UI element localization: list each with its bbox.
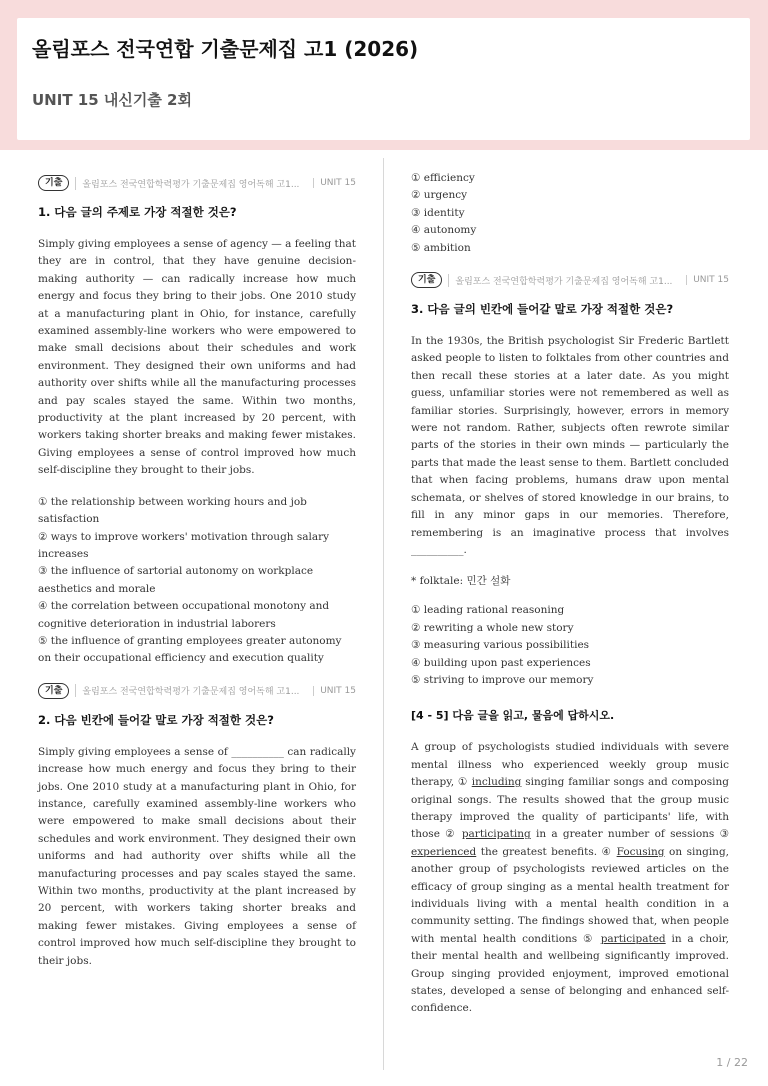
question-source: 올림포스 전국연합학력평가 기출문제집 영어독해 고1... <box>75 684 305 697</box>
choice-item: ② urgency <box>411 189 468 202</box>
choice-item: ⑤ striving to improve our memory <box>411 673 594 686</box>
question-passage: Simply giving employees a sense of agency — a feeling that they are in control, that they have genuine decision-making authority — can radically increase how much energy and focus they bring to their jobs. One 2010 study at a manufacturing plant in Ohio, for instance, carefully examined assembly-line workers who were empowered to make small decisions about their schedules and work environment. They designed their own uniforms and had authority over shifts while all the manufacturing processes and pay scales stayed the same. Within two months, productivity at the plant increased by 20 percent, with workers taking shorter breaks and making fewer mistakes. Giving employees a sense of control improved how much self-discipline they brought to their jobs. <box>38 238 357 477</box>
question-title: 2. 다음 빈칸에 들어갈 말로 가장 적절한 것은? <box>38 712 274 727</box>
footnote: * folktale: 민간 설화 <box>411 575 511 588</box>
question-unit: UNIT 15 <box>313 686 356 696</box>
choice-item: ① leading rational reasoning <box>411 604 565 617</box>
question-meta <box>411 271 729 289</box>
choice-item: ④ the correlation between occupational monotony and cognitive deterioration in industrial laborers <box>38 600 330 630</box>
question-tag: 기출 <box>38 175 69 191</box>
passage-text: the greatest benefits. ④ <box>476 845 617 858</box>
choice-item: ② rewriting a whole new story <box>411 621 574 634</box>
passage-text: in a greater number of sessions ③ <box>530 828 729 841</box>
passage-text: singing familiar songs and composing original songs. The results showed that the group music therapy improved the quality of participants' life, with those ② <box>411 776 729 841</box>
header-band <box>0 0 768 150</box>
question-source: 올림포스 전국연합학력평가 기출문제집 영어독해 고1... <box>75 177 305 190</box>
question-passage: Simply giving employees a sense of __________ can radically increase how much energy and focus they bring to their jobs. One 2010 study at a manufacturing plant in Ohio, for instance, carefully examined assembly-line workers who were empowered to make small decisions about their schedules and work environment. They designed their own uniforms and had authority over shifts while all the manufacturing processes and pay scales stayed the same. Within two months, productivity at the plant increased by 20 percent, with workers taking shorter breaks and making fewer mistakes. Giving employees a sense of control improved how much self-discipline they brought to their jobs. <box>38 745 356 967</box>
document-title: 올림포스 전국연합 기출문제집 고1 (2026) <box>32 37 419 61</box>
choice-item: ③ the influence of sartorial autonomy on workplace aesthetics and morale <box>38 565 314 595</box>
choice-item: ③ measuring various possibilities <box>411 639 590 652</box>
question-unit: UNIT 15 <box>313 178 356 188</box>
choice-item: ③ identity <box>411 206 465 219</box>
group-instruction: [4 - 5] 다음 글을 읽고, 물음에 답하시오. <box>411 709 615 723</box>
question-3 <box>411 271 729 689</box>
answer-choices <box>38 494 356 668</box>
question-2 <box>38 682 356 970</box>
question-source: 올림포스 전국연합학력평가 기출문제집 영어독해 고1... <box>448 274 678 287</box>
column-divider <box>383 158 384 1070</box>
choice-item: ① the relationship between working hours and job satisfaction <box>38 495 307 526</box>
choice-item: ① efficiency <box>411 172 475 184</box>
right-column <box>411 160 729 1018</box>
question-1 <box>38 174 356 668</box>
underlined-word: participated <box>600 932 666 945</box>
question-meta <box>38 682 356 700</box>
question-title: 3. 다음 글의 빈칸에 들어갈 말로 가장 적절한 것은? <box>411 302 674 317</box>
answer-choices <box>411 170 729 257</box>
underlined-word: including <box>471 776 522 789</box>
choice-item: ④ autonomy <box>411 224 477 237</box>
underlined-word: participating <box>461 828 531 841</box>
question-passage <box>411 739 729 1018</box>
choice-item: ④ building upon past experiences <box>411 656 591 669</box>
underlined-word: experienced <box>411 845 477 858</box>
question-tag: 기출 <box>411 272 442 288</box>
underlined-word: Focusing <box>616 845 665 858</box>
passage-text: A group of psychologists studied individuals with severe mental illness who experienced weekly group music therapy, ① <box>411 741 729 789</box>
question-passage: In the 1930s, the British psychologist Sir Frederic Bartlett asked people to listen to folktales from other countries and then recall these stories at a later date. As you might guess, unfamiliar stories were not remembered as well as familiar stories. Surprisingly, however, errors in memory were not random. Rather, subjects often rewrote similar parts of the stories in their own minds — particularly the parts that made the least sense to them. Bartlett concluded that when facing problems, humans draw upon mental schemata, or shelves of stored knowledge in our brains, to fill in any minor gaps in our memories. Therefore, remembering is an imaginative process that involves __________. <box>411 335 729 556</box>
left-column <box>38 160 356 970</box>
choice-item: ⑤ ambition <box>411 241 471 254</box>
answer-choices <box>411 602 729 689</box>
question-meta <box>38 174 356 192</box>
document-subtitle: UNIT 15 내신기출 2회 <box>32 91 192 109</box>
question-title: 1. 다음 글의 주제로 가장 적절한 것은? <box>38 205 237 219</box>
question-unit: UNIT 15 <box>686 275 729 285</box>
question-tag: 기출 <box>38 683 69 699</box>
question-4-5 <box>411 707 729 1018</box>
passage-text: on singing, another group of psychologists reviewed articles on the efficacy of group singing as a mental health treatment for individuals living with a mental health condition in a community setting. The findings showed that, when people with mental health conditions ⑤ <box>411 845 729 945</box>
choice-item: ② ways to improve workers' motivation through salary increases <box>38 530 330 560</box>
passage-text: in a choir, their mental health and wellbeing significantly improved. Group singing provided enjoyment, improved emotional states, developed a sense of belonging and enhanced self-confidence. <box>411 932 730 1015</box>
choice-item: ⑤ the influence of granting employees greater autonomy on their occupational efficiency and execution quality <box>38 634 342 665</box>
page-number: 1 / 22 <box>716 1056 748 1069</box>
